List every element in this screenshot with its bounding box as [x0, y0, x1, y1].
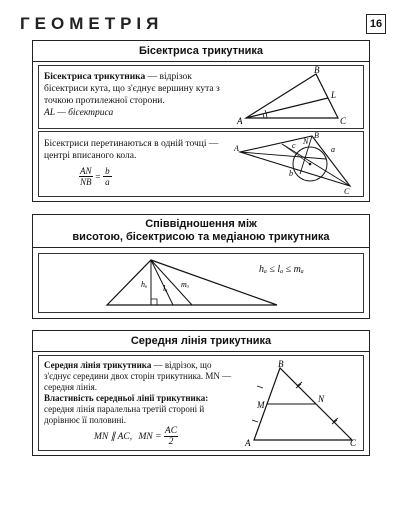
midline-text [44, 360, 239, 426]
property-term: Властивість середньої лінії трикутника: [44, 393, 209, 403]
height-label: hₐ [141, 280, 148, 289]
section-title: ГЕОМЕТРІЯ [20, 14, 164, 33]
vertex-a-label: A [237, 116, 243, 126]
vertex-c-label: C [344, 187, 350, 196]
formula-parallel: MN ∥ AC, [94, 432, 133, 442]
vertex-c-label: C [340, 116, 347, 126]
triangle-bisector-figure [234, 65, 359, 126]
property-body: середня лінія паралельна третій стороні й дорівнює її половині. [44, 404, 205, 425]
relation-panel [38, 253, 364, 313]
card-height-bisector-median [32, 214, 370, 319]
ratio-left-num: AN [80, 166, 92, 176]
definition-body: — відрізок, що з'єднує середини двох сторін трикутника. MN — середня лінія. [44, 360, 232, 392]
median-label: mₐ [181, 280, 190, 289]
point-n-label: N [318, 394, 325, 404]
ratio-left-den: NB [80, 177, 92, 187]
point-n-label: N [303, 137, 309, 146]
formula-den: 2 [168, 437, 174, 447]
property-panel [38, 131, 364, 197]
point-m-label: M [257, 400, 265, 410]
midline-formula [94, 426, 178, 447]
vertex-a-label: A [234, 144, 239, 153]
formula-num: AC [164, 426, 178, 436]
card-title [33, 215, 369, 248]
ratio-right-den: a [105, 177, 110, 187]
term: Середня лінія трикутника [44, 360, 152, 370]
ratio-right-num: b [105, 166, 110, 176]
inequality-formula: hₐ ≤ lₐ ≤ mₐ [259, 264, 304, 275]
ratio-formula: $\frac{AN}{NB}$ = $\frac{b}{a}$ [80, 166, 110, 187]
card-title-line2: висотою, бісектрисою та медіаною трикутника [72, 231, 330, 243]
midline-figure [244, 359, 359, 448]
vertex-b-label: B [314, 65, 320, 75]
bisector-label: lₐ [163, 284, 168, 293]
vertex-b-label: B [314, 131, 319, 140]
property-text: Бісектриси перетинаються в одній точці — центрі вписаного кола. [44, 139, 219, 161]
incircle-figure [234, 131, 359, 196]
card-title-line1: Співвідношення між [145, 218, 257, 230]
card-midline [32, 330, 370, 456]
side-c-label: c [292, 141, 296, 150]
term: Бісектриса трикутника [44, 72, 146, 82]
side-b-label: b [289, 169, 293, 178]
vertex-c-label: C [350, 438, 357, 448]
midline-panel [38, 355, 364, 451]
page-number-badge: 16 [366, 14, 386, 34]
card-angle-bisector [32, 40, 370, 202]
page-header [12, 10, 388, 36]
formula-eq: MN = [138, 431, 162, 442]
point-l-label: L [331, 90, 337, 100]
side-a-label: a [331, 145, 335, 154]
definition-body: — відрізок бісектриси кута, що з'єднує вершину кута з точкою протилежної сторони. [44, 72, 220, 106]
vertex-a-label: A [245, 438, 251, 448]
definition-example: AL — бісектриса [44, 108, 114, 118]
vertex-b-label: B [278, 359, 284, 369]
card-title: Середня лінія трикутника [33, 331, 369, 352]
card-title: Бісектриса трикутника [33, 41, 369, 62]
definition-panel [38, 65, 364, 129]
definition-text [44, 71, 226, 119]
